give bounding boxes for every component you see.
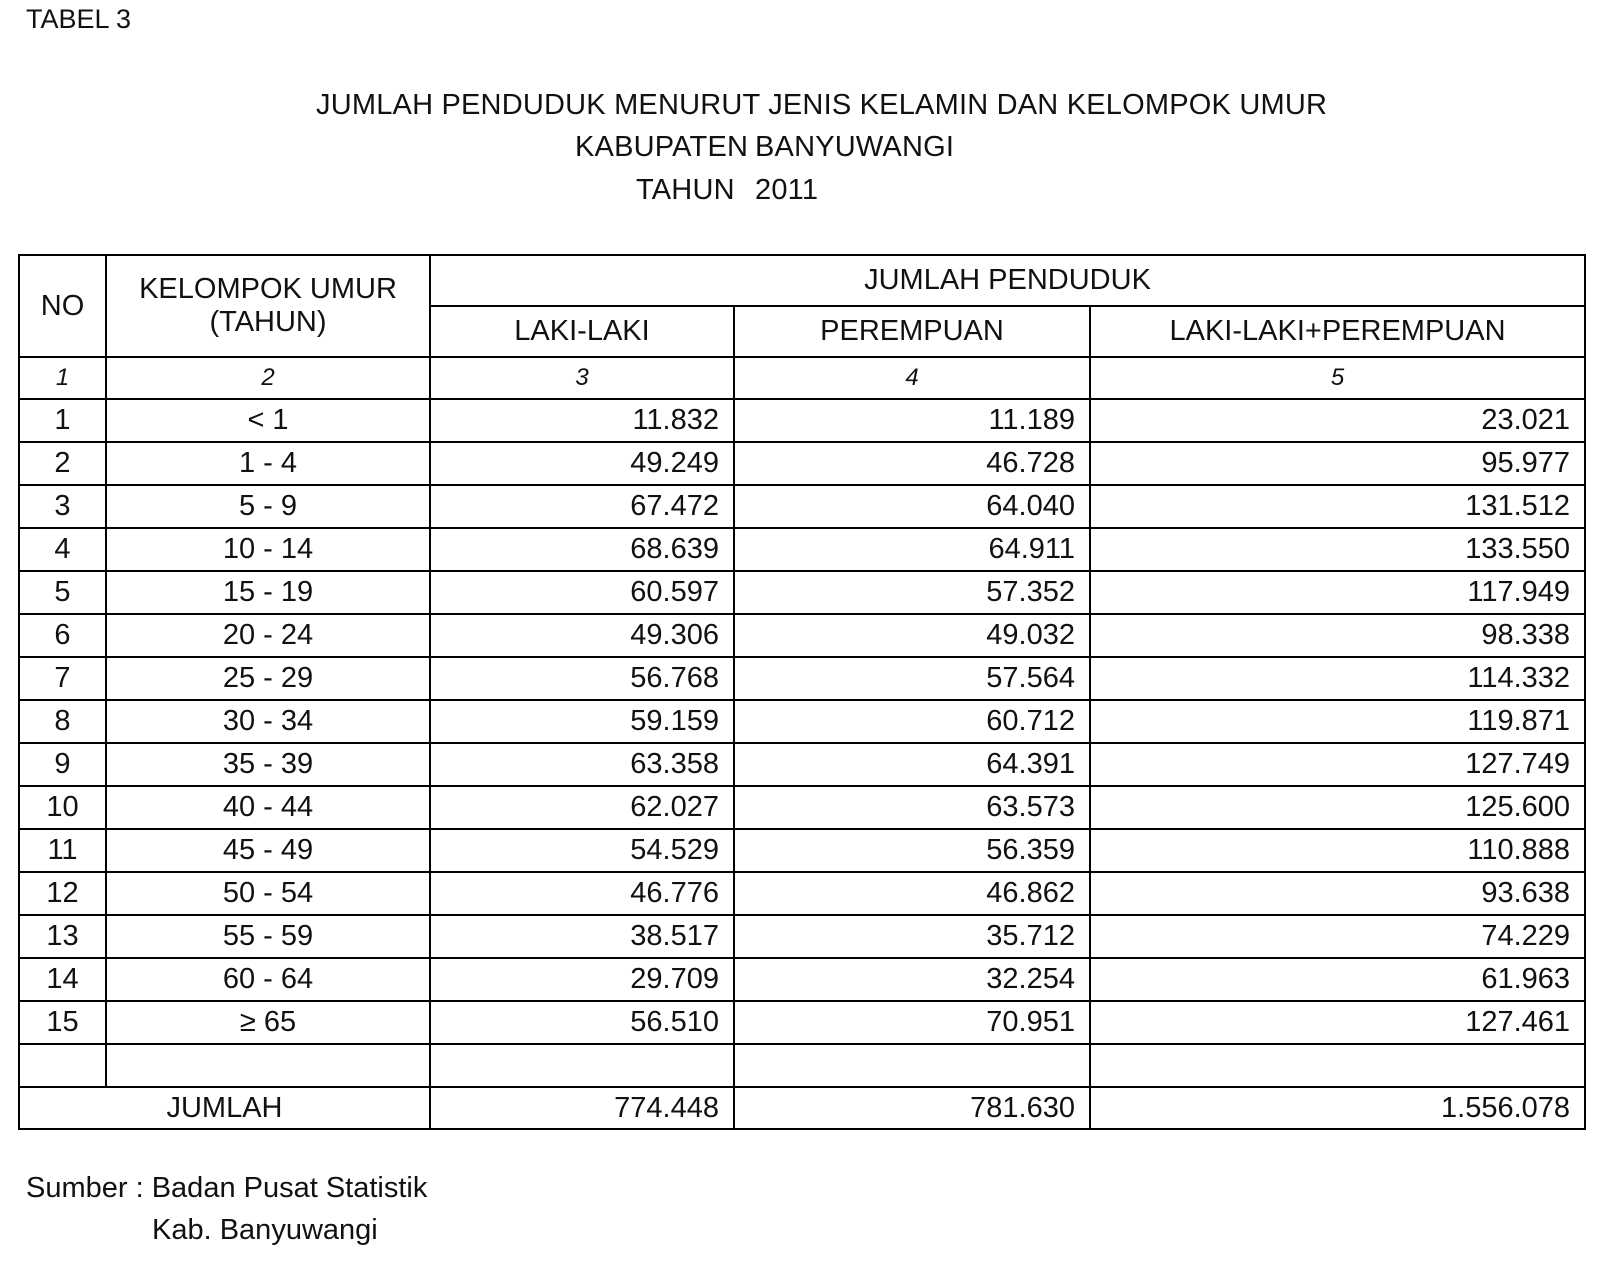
cell-male: 38.517 xyxy=(430,915,734,958)
cell-female: 60.712 xyxy=(734,700,1090,743)
table-row xyxy=(19,872,1585,915)
regency-value: BANYUWANGI xyxy=(755,131,955,163)
cell-no: 4 xyxy=(19,528,106,571)
cell-total: 125.600 xyxy=(1090,786,1585,829)
table-row xyxy=(19,743,1585,786)
cell-female: 57.564 xyxy=(734,657,1090,700)
cell-age: 35 - 39 xyxy=(106,743,430,786)
table-row xyxy=(19,1001,1585,1044)
header-age-group xyxy=(106,255,430,357)
cell-male: 11.832 xyxy=(430,399,734,442)
cell-no: 15 xyxy=(19,1001,106,1044)
table-row xyxy=(19,442,1585,485)
cell-total: 95.977 xyxy=(1090,442,1585,485)
table-row xyxy=(19,528,1585,571)
cell-age: 50 - 54 xyxy=(106,872,430,915)
source-line-1: Sumber : Badan Pusat Statistik xyxy=(26,1172,428,1204)
cell-no: 5 xyxy=(19,571,106,614)
table-row xyxy=(19,657,1585,700)
population-table xyxy=(18,254,1586,1130)
cell-age: 1 - 4 xyxy=(106,442,430,485)
cell-male: 49.306 xyxy=(430,614,734,657)
table-row xyxy=(19,958,1585,1001)
cell-total: 117.949 xyxy=(1090,571,1585,614)
blank-cell xyxy=(734,1044,1090,1087)
column-number: 1 xyxy=(19,357,106,399)
blank-cell xyxy=(430,1044,734,1087)
cell-no: 6 xyxy=(19,614,106,657)
cell-total: 93.638 xyxy=(1090,872,1585,915)
cell-female: 11.189 xyxy=(734,399,1090,442)
header-age-group-line1: KELOMPOK UMUR xyxy=(139,273,397,305)
cell-no: 14 xyxy=(19,958,106,1001)
column-number: 5 xyxy=(1090,357,1585,399)
cell-age: 60 - 64 xyxy=(106,958,430,1001)
blank-cell xyxy=(106,1044,430,1087)
header-male: LAKI-LAKI xyxy=(430,306,734,357)
cell-male: 49.249 xyxy=(430,442,734,485)
cell-total: 110.888 xyxy=(1090,829,1585,872)
cell-male: 46.776 xyxy=(430,872,734,915)
cell-age: 10 - 14 xyxy=(106,528,430,571)
table-row xyxy=(19,700,1585,743)
page-title: JUMLAH PENDUDUK MENURUT JENIS KELAMIN DAN KELOMPOK UMUR xyxy=(316,89,1328,121)
cell-age: 30 - 34 xyxy=(106,700,430,743)
cell-age: < 1 xyxy=(106,399,430,442)
blank-cell xyxy=(19,1044,106,1087)
cell-female: 32.254 xyxy=(734,958,1090,1001)
cell-male: 59.159 xyxy=(430,700,734,743)
table-row xyxy=(19,829,1585,872)
cell-no: 12 xyxy=(19,872,106,915)
cell-no: 2 xyxy=(19,442,106,485)
table-row xyxy=(19,786,1585,829)
total-all: 1.556.078 xyxy=(1090,1087,1585,1129)
cell-male: 62.027 xyxy=(430,786,734,829)
cell-female: 46.862 xyxy=(734,872,1090,915)
cell-age: 55 - 59 xyxy=(106,915,430,958)
year-value: 2011 xyxy=(755,174,819,206)
cell-age: 20 - 24 xyxy=(106,614,430,657)
cell-no: 7 xyxy=(19,657,106,700)
cell-male: 63.358 xyxy=(430,743,734,786)
cell-age: 15 - 19 xyxy=(106,571,430,614)
header-population: JUMLAH PENDUDUK xyxy=(430,255,1585,306)
cell-female: 57.352 xyxy=(734,571,1090,614)
cell-no: 8 xyxy=(19,700,106,743)
table-body xyxy=(19,399,1585,1129)
total-label: JUMLAH xyxy=(19,1087,430,1129)
cell-female: 64.040 xyxy=(734,485,1090,528)
table-row xyxy=(19,399,1585,442)
cell-total: 61.963 xyxy=(1090,958,1585,1001)
cell-no: 1 xyxy=(19,399,106,442)
cell-no: 9 xyxy=(19,743,106,786)
total-female: 781.630 xyxy=(734,1087,1090,1129)
cell-male: 60.597 xyxy=(430,571,734,614)
source-line-2: Kab. Banyuwangi xyxy=(152,1214,378,1246)
table-row xyxy=(19,915,1585,958)
header-age-group-line2: (TAHUN) xyxy=(209,306,327,338)
cell-no: 13 xyxy=(19,915,106,958)
cell-female: 63.573 xyxy=(734,786,1090,829)
table-row xyxy=(19,485,1585,528)
blank-row xyxy=(19,1044,1585,1087)
header-no: NO xyxy=(19,255,106,357)
cell-no: 11 xyxy=(19,829,106,872)
cell-total: 74.229 xyxy=(1090,915,1585,958)
cell-age: 5 - 9 xyxy=(106,485,430,528)
cell-female: 49.032 xyxy=(734,614,1090,657)
cell-female: 35.712 xyxy=(734,915,1090,958)
total-male: 774.448 xyxy=(430,1087,734,1129)
cell-total: 98.338 xyxy=(1090,614,1585,657)
cell-female: 64.911 xyxy=(734,528,1090,571)
cell-no: 10 xyxy=(19,786,106,829)
cell-female: 64.391 xyxy=(734,743,1090,786)
cell-no: 3 xyxy=(19,485,106,528)
cell-age: 25 - 29 xyxy=(106,657,430,700)
table-label: TABEL 3 xyxy=(26,4,132,34)
cell-male: 67.472 xyxy=(430,485,734,528)
year-label: TAHUN xyxy=(636,174,735,206)
cell-age: 45 - 49 xyxy=(106,829,430,872)
column-number: 3 xyxy=(430,357,734,399)
header-total: LAKI-LAKI+PEREMPUAN xyxy=(1090,306,1585,357)
cell-total: 119.871 xyxy=(1090,700,1585,743)
table-row xyxy=(19,614,1585,657)
column-number: 4 xyxy=(734,357,1090,399)
cell-total: 133.550 xyxy=(1090,528,1585,571)
cell-male: 68.639 xyxy=(430,528,734,571)
cell-male: 56.768 xyxy=(430,657,734,700)
cell-female: 46.728 xyxy=(734,442,1090,485)
cell-male: 56.510 xyxy=(430,1001,734,1044)
cell-total: 114.332 xyxy=(1090,657,1585,700)
cell-total: 127.461 xyxy=(1090,1001,1585,1044)
table-row xyxy=(19,571,1585,614)
cell-female: 56.359 xyxy=(734,829,1090,872)
cell-male: 54.529 xyxy=(430,829,734,872)
cell-age: ≥ 65 xyxy=(106,1001,430,1044)
cell-total: 131.512 xyxy=(1090,485,1585,528)
column-number: 2 xyxy=(106,357,430,399)
header-female: PEREMPUAN xyxy=(734,306,1090,357)
cell-male: 29.709 xyxy=(430,958,734,1001)
blank-cell xyxy=(1090,1044,1585,1087)
cell-total: 23.021 xyxy=(1090,399,1585,442)
total-row xyxy=(19,1087,1585,1129)
cell-total: 127.749 xyxy=(1090,743,1585,786)
cell-age: 40 - 44 xyxy=(106,786,430,829)
regency-label: KABUPATEN xyxy=(575,131,749,163)
cell-female: 70.951 xyxy=(734,1001,1090,1044)
